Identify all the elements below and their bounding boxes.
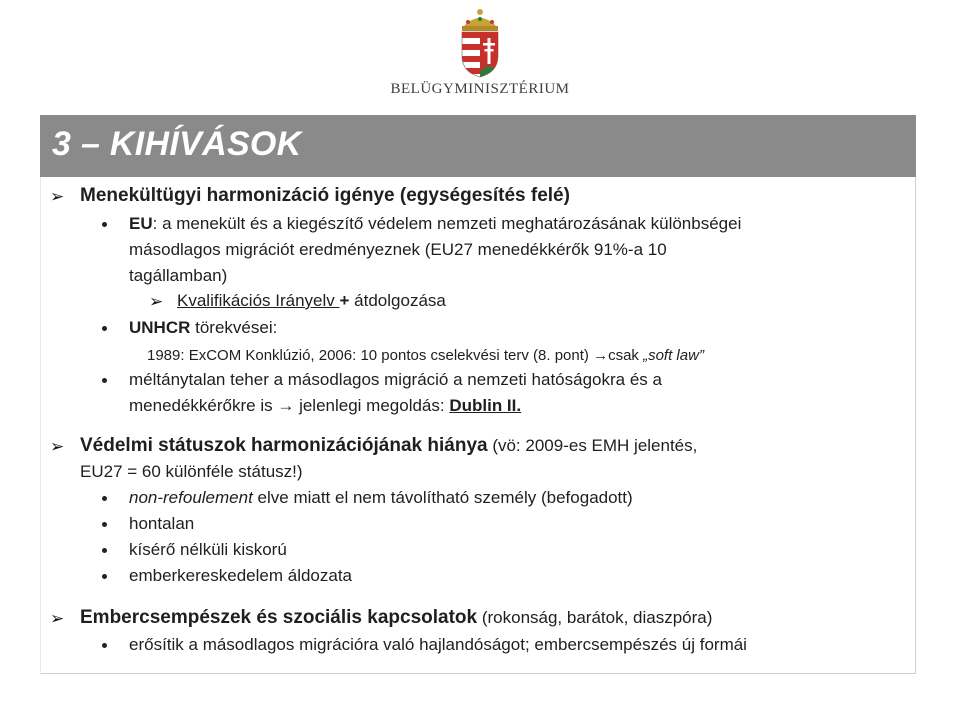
- bullet-dot-icon: [102, 522, 107, 527]
- excom-csak: csak: [608, 347, 644, 364]
- arrow-bullet-icon: ➢: [149, 292, 164, 311]
- burden-text2a: menedékkérőkre is: [129, 396, 278, 415]
- ministry-name: BELÜGYMINISZTÉRIUM: [390, 81, 570, 97]
- bullet-dot-icon: [102, 574, 107, 579]
- dublin-ii-text: Dublin II.: [449, 396, 522, 415]
- unhcr-item: [129, 317, 277, 339]
- non-refoulement-text: non-refoulement: [129, 488, 253, 507]
- section2-heading: [80, 435, 697, 457]
- eu-item: [129, 213, 741, 235]
- hungarian-coat-of-arms-icon: [450, 6, 510, 78]
- eu-label: EU: [129, 214, 153, 233]
- arrow-bullet-icon: ➢: [50, 609, 65, 628]
- qualification-directive-link[interactable]: Kvalifikációs Irányelv: [177, 291, 340, 310]
- burden-text2b: jelenlegi megoldás:: [294, 396, 450, 415]
- bullet-dot-icon: [102, 326, 107, 331]
- eu-item-cont2: tagállamban): [129, 266, 228, 285]
- list-item: [129, 487, 633, 509]
- bullet-dot-icon: [102, 548, 107, 553]
- bullet-dot-icon: [102, 378, 107, 383]
- unhcr-text: törekvései:: [190, 318, 278, 337]
- list-item: emberkereskedelem áldozata: [129, 566, 353, 585]
- section2-heading-cont: EU27 = 60 különféle státusz!): [80, 462, 303, 481]
- qualification-directive-item: [177, 290, 446, 312]
- recast-text: átdolgozása: [349, 291, 446, 310]
- eu-text: : a menekült és a kiegészítő védelem nemzeti meghatározásának különbségei: [152, 214, 742, 233]
- eu-item-cont1: másodlagos migrációt eredményeznek (EU27 menedékkérők 91%-a 10: [129, 240, 667, 259]
- excom-line: [147, 345, 704, 367]
- section1-heading: Menekültügyi harmonizáció igénye (egységesítés felé): [80, 185, 570, 206]
- slide-title-bar: [40, 115, 916, 177]
- unhcr-label: UNHCR: [129, 318, 191, 337]
- burden-item-cont: [129, 395, 521, 417]
- list-item: hontalan: [129, 514, 195, 533]
- right-arrow-icon: →: [277, 396, 295, 415]
- arrow-bullet-icon: ➢: [50, 437, 65, 456]
- section3-heading-bold: Embercsempészek és szociális kapcsolatok: [80, 607, 478, 628]
- section3-heading-rest: (rokonság, barátok, diaszpóra): [477, 608, 713, 627]
- soft-law-text: „soft law”: [643, 347, 704, 364]
- slide-title: 3 – KIHÍVÁSOK: [52, 125, 302, 163]
- excom-text: 1989: ExCOM Konklúzió, 2006: 10 pontos cselekvési terv (8. pont): [147, 347, 594, 364]
- list-item: kísérő nélküli kiskorú: [129, 540, 287, 559]
- list-item-text: elve miatt el nem távolítható személy (befogadott): [252, 488, 633, 507]
- section2-heading-rest: (vö: 2009-es EMH jelentés,: [487, 436, 698, 455]
- burden-item: méltánytalan teher a másodlagos migráció a nemzeti hatóságokra és a: [129, 370, 662, 389]
- bullet-dot-icon: [102, 222, 107, 227]
- section3-heading: [80, 607, 712, 629]
- right-arrow-icon: →: [593, 347, 609, 364]
- ministry-logo: [0, 0, 960, 105]
- bullet-dot-icon: [102, 643, 107, 648]
- section2-heading-bold: Védelmi státuszok harmonizációjának hiánya: [80, 435, 488, 456]
- arrow-bullet-icon: ➢: [50, 187, 65, 206]
- list-item: erősítik a másodlagos migrációra való hajlandóságot; embercsempészés új formái: [129, 635, 747, 654]
- plus-sign: +: [339, 291, 350, 310]
- bullet-dot-icon: [102, 496, 107, 501]
